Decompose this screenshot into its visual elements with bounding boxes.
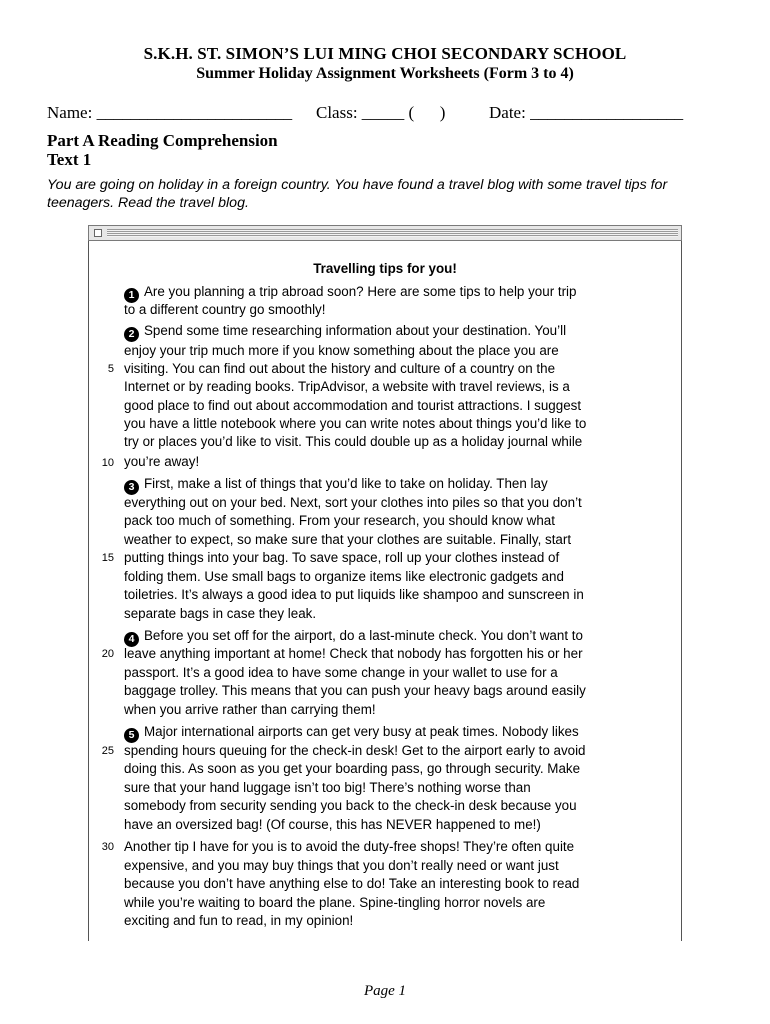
- line-number: 5: [107, 363, 114, 375]
- blog-line: doing this. As soon as you get your boarding pass, go through security. Make: [124, 761, 581, 776]
- blog-line: Internet or by reading books. TripAdvisor, a website with travel reviews, is a: [124, 379, 570, 394]
- window-close-box-icon: [94, 229, 102, 237]
- blog-line-text: Are you planning a trip abroad soon? Here are some tips to help your trip: [144, 284, 577, 299]
- blog-window-titlebar: [88, 225, 682, 241]
- paragraph-number-icon: 2: [124, 327, 139, 342]
- blog-line-text: Major international airports can get very busy at peak times. Nobody likes: [144, 724, 579, 739]
- instructions: You are going on holiday in a foreign country. You have found a travel blog with some travel tips for teenagers. Read the travel blog.: [47, 177, 668, 211]
- blog-line-text: Spend some time researching information about your destination. You’ll: [144, 323, 567, 338]
- blog-line: toiletries. It’s always a good idea to put liquids like shampoo and sunscreen in: [124, 587, 584, 602]
- school-name: S.K.H. ST. SIMON’S LUI MING CHOI SECONDARY SCHOOL: [143, 44, 627, 63]
- page-number: Page 1: [363, 983, 407, 999]
- blog-line: [124, 283, 576, 303]
- blog-line-text: First, make a list of things that you’d like to take on holiday. Then lay: [144, 476, 548, 491]
- blog-line: when you arrive rather than carrying them!: [124, 702, 376, 717]
- blog-line: [124, 723, 579, 743]
- blog-line: exciting and fun to read, in my opinion!: [124, 913, 354, 928]
- part-heading: Part A Reading Comprehension: [47, 131, 278, 150]
- date-field: Date: __________________: [489, 103, 684, 122]
- blog-title: Travelling tips for you!: [313, 261, 457, 276]
- line-number: 20: [101, 648, 114, 660]
- blog-line: weather to expect, so make sure that your clothes are suitable. Finally, start: [124, 532, 572, 547]
- blog-line: baggage trolley. This means that you can push your heavy bags around easily: [124, 683, 586, 698]
- blog-line: you’re away!: [124, 454, 200, 469]
- blog-line: folding them. Use small bags to organize items like electronic gadgets and: [124, 569, 564, 584]
- line-number: 30: [101, 841, 114, 853]
- blog-line: [124, 627, 583, 647]
- blog-line: everything out on your bed. Next, sort your clothes into piles so that you don’t: [124, 495, 582, 510]
- blog-line: because you don’t have anything else to do! Take an interesting book to read: [124, 876, 580, 891]
- blog-line: passport. It’s a good idea to have some change in your wallet to use for a: [124, 665, 558, 680]
- class-field: Class: _____ ( ): [316, 103, 446, 122]
- worksheet-subtitle: Summer Holiday Assignment Worksheets (Form 3 to 4): [196, 65, 574, 82]
- paragraph-number-icon: 5: [124, 728, 139, 743]
- titlebar-stripes: [107, 229, 678, 237]
- blog-line: good place to find out about accommodation and tourist attractions. I suggest: [124, 398, 582, 413]
- blog-line: have an oversized bag! (Of course, this has NEVER happened to me!): [124, 817, 541, 832]
- blog-window-right-border: [681, 241, 682, 941]
- blog-line: spending hours queuing for the check-in desk! Get to the airport early to avoid: [124, 743, 586, 758]
- text-heading: Text 1: [47, 150, 92, 169]
- blog-line: sure that your hand luggage isn’t too big! There’s nothing worse than: [124, 780, 531, 795]
- blog-window-left-border: [88, 241, 89, 941]
- blog-line: pack too much of something. From your research, you should know what: [124, 513, 555, 528]
- blog-line: somebody from security sending you back to the check-in desk because you: [124, 798, 577, 813]
- line-number: 15: [101, 552, 114, 564]
- paragraph-number-icon: 1: [124, 288, 139, 303]
- blog-line-text: Before you set off for the airport, do a last-minute check. You don’t want to: [144, 628, 583, 643]
- blog-line: separate bags in case they leak.: [124, 606, 317, 621]
- name-field: Name: _______________________: [47, 103, 293, 122]
- blog-line: Another tip I have for you is to avoid the duty-free shops! They’re often quite: [124, 839, 575, 854]
- blog-line: try or places you’d like to visit. This could double up as a holiday journal while: [124, 434, 583, 449]
- blog-line: leave anything important at home! Check that nobody has forgotten his or her: [124, 646, 583, 661]
- blog-line: to a different country go smoothly!: [124, 302, 326, 317]
- blog-line: you have a little notebook where you can write notes about things you’d like to: [124, 416, 587, 431]
- blog-line: expensive, and you may buy things that you don’t really need or want just: [124, 858, 559, 873]
- paragraph-number-icon: 3: [124, 480, 139, 495]
- blog-line: visiting. You can find out about the history and culture of a country on the: [124, 361, 556, 376]
- blog-line: while you’re waiting to board the plane. Spine-tingling horror novels are: [124, 895, 546, 910]
- line-number: 10: [101, 457, 114, 469]
- line-number: 25: [101, 745, 114, 757]
- blog-line: [124, 322, 566, 342]
- blog-line: enjoy your trip much more if you know something about the place you are: [124, 343, 559, 358]
- blog-line: putting things into your bag. To save space, roll up your clothes instead of: [124, 550, 560, 565]
- blog-line: [124, 475, 548, 495]
- paragraph-number-icon: 4: [124, 632, 139, 647]
